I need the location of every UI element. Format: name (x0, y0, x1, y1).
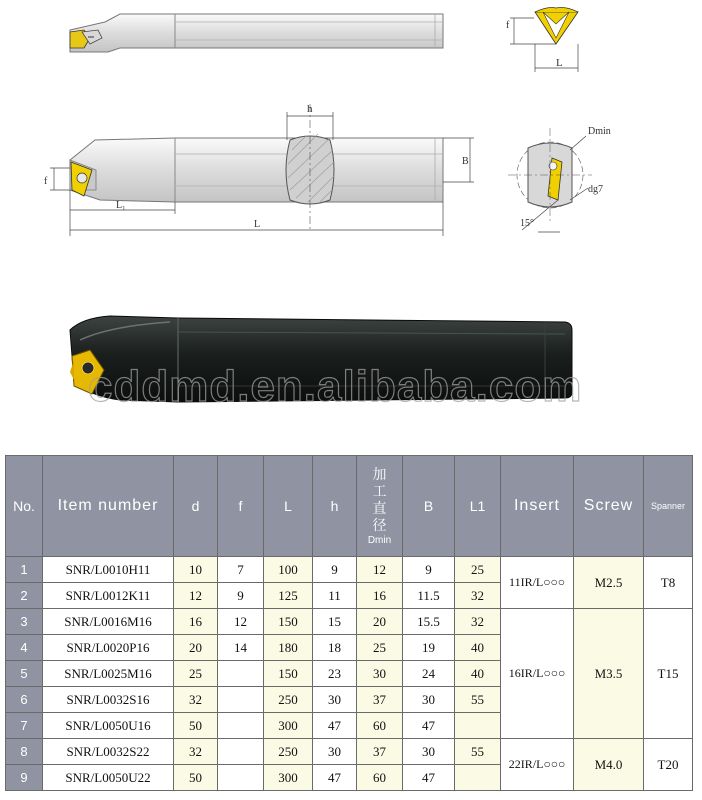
d-cell: 32 (174, 739, 218, 765)
row-number: 1 (6, 557, 43, 583)
item-number-cell: SNR/L0016M16 (43, 609, 174, 635)
row-number: 5 (6, 661, 43, 687)
L-cell: 300 (264, 765, 313, 791)
d-cell: 25 (174, 661, 218, 687)
table-row (6, 557, 693, 583)
h-cell: 23 (313, 661, 357, 687)
side-dim-f-label: f (44, 176, 48, 187)
insert-cell: 16IR/L○○○ (501, 609, 574, 739)
table-row (6, 609, 693, 635)
row-number: 7 (6, 713, 43, 739)
header-screw: Screw (574, 456, 644, 557)
h-cell: 47 (313, 765, 357, 791)
header-spanner: Spanner (644, 456, 693, 557)
insert-detail-drawing (506, 8, 578, 73)
screw-cell: M3.5 (574, 609, 644, 739)
B-cell: 30 (403, 687, 455, 713)
L-cell: 100 (264, 557, 313, 583)
dmin-cell: 12 (357, 557, 403, 583)
h-cell: 11 (313, 583, 357, 609)
end-dim-dg7-label: dg7 (588, 184, 603, 195)
header-f: f (218, 456, 264, 557)
B-cell: 9 (403, 557, 455, 583)
B-cell: 30 (403, 739, 455, 765)
row-number: 6 (6, 687, 43, 713)
item-number-cell: SNR/L0032S22 (43, 739, 174, 765)
dmin-cell: 37 (357, 687, 403, 713)
f-cell (218, 713, 264, 739)
L-cell: 150 (264, 609, 313, 635)
L-cell: 250 (264, 687, 313, 713)
B-cell: 47 (403, 765, 455, 791)
h-cell: 9 (313, 557, 357, 583)
d-cell: 32 (174, 687, 218, 713)
header-L1: L1 (455, 456, 501, 557)
end-view-drawing (508, 126, 611, 232)
row-number: 4 (6, 635, 43, 661)
L1-cell: 40 (455, 635, 501, 661)
insert-cell: 22IR/L○○○ (501, 739, 574, 791)
dmin-cell: 16 (357, 583, 403, 609)
h-cell: 18 (313, 635, 357, 661)
side-view-drawing (44, 103, 474, 236)
top-dim-f-label: f (506, 20, 510, 31)
row-number: 3 (6, 609, 43, 635)
header-dmin-cn-4: 径 (372, 517, 387, 533)
spanner-cell: T8 (644, 557, 693, 609)
L-cell: 250 (264, 739, 313, 765)
f-cell (218, 739, 264, 765)
side-dim-L-label: L (254, 219, 261, 230)
h-cell: 15 (313, 609, 357, 635)
side-dim-h-label: h (307, 103, 313, 115)
header-row (6, 456, 693, 557)
B-cell: 24 (403, 661, 455, 687)
top-dim-L-label: L (556, 57, 563, 69)
row-number: 8 (6, 739, 43, 765)
d-cell: 10 (174, 557, 218, 583)
header-dmin-label: Dmin (367, 535, 392, 546)
L-cell: 180 (264, 635, 313, 661)
f-cell (218, 687, 264, 713)
watermark-text: cddmd.en.alibaba.com (88, 362, 583, 411)
item-number-cell: SNR/L0025M16 (43, 661, 174, 687)
table-row (6, 739, 693, 765)
d-cell: 12 (174, 583, 218, 609)
d-cell: 16 (174, 609, 218, 635)
item-number-cell: SNR/L0032S16 (43, 687, 174, 713)
header-dmin (357, 456, 403, 557)
f-cell: 14 (218, 635, 264, 661)
spanner-cell: T15 (644, 609, 693, 739)
top-view-drawing (70, 14, 443, 52)
dmin-cell: 60 (357, 713, 403, 739)
spanner-cell: T20 (644, 739, 693, 791)
item-number-cell: SNR/L0020P16 (43, 635, 174, 661)
item-number-cell: SNR/L0010H11 (43, 557, 174, 583)
L1-cell: 32 (455, 583, 501, 609)
dmin-cell: 60 (357, 765, 403, 791)
h-cell: 47 (313, 713, 357, 739)
side-dim-B-label: B (462, 156, 469, 167)
L1-cell (455, 765, 501, 791)
dmin-cell: 25 (357, 635, 403, 661)
header-L: L (264, 456, 313, 557)
header-dmin-cn-2: 工 (372, 483, 387, 499)
dmin-cell: 37 (357, 739, 403, 765)
L1-cell: 40 (455, 661, 501, 687)
header-d: d (174, 456, 218, 557)
f-cell: 12 (218, 609, 264, 635)
L1-cell: 55 (455, 739, 501, 765)
dmin-cell: 20 (357, 609, 403, 635)
d-cell: 50 (174, 765, 218, 791)
header-item-number: Item number (43, 456, 174, 557)
B-cell: 11.5 (403, 583, 455, 609)
item-number-cell: SNR/L0050U22 (43, 765, 174, 791)
screw-cell: M4.0 (574, 739, 644, 791)
B-cell: 15.5 (403, 609, 455, 635)
L-cell: 150 (264, 661, 313, 687)
f-cell: 9 (218, 583, 264, 609)
header-no: No. (6, 456, 43, 557)
B-cell: 47 (403, 713, 455, 739)
side-dim-L1-label: L₁ (116, 200, 126, 211)
f-cell (218, 765, 264, 791)
h-cell: 30 (313, 739, 357, 765)
spec-table (5, 455, 693, 791)
d-cell: 50 (174, 713, 218, 739)
h-cell: 30 (313, 687, 357, 713)
L1-cell: 55 (455, 687, 501, 713)
header-h: h (313, 456, 357, 557)
L1-cell: 25 (455, 557, 501, 583)
insert-cell: 11IR/L○○○ (501, 557, 574, 609)
row-number: 2 (6, 583, 43, 609)
header-dmin-cn-3: 直 (372, 500, 387, 516)
header-dmin-cn-1: 加 (372, 466, 387, 482)
f-cell: 7 (218, 557, 264, 583)
f-cell (218, 661, 264, 687)
item-number-cell: SNR/L0050U16 (43, 713, 174, 739)
L-cell: 300 (264, 713, 313, 739)
L-cell: 125 (264, 583, 313, 609)
L1-cell (455, 713, 501, 739)
end-angle-label: 15° (520, 218, 534, 229)
dmin-cell: 30 (357, 661, 403, 687)
header-insert: Insert (501, 456, 574, 557)
screw-cell: M2.5 (574, 557, 644, 609)
item-number-cell: SNR/L0012K11 (43, 583, 174, 609)
d-cell: 20 (174, 635, 218, 661)
end-dim-Dmin-label: Dmin (588, 126, 611, 137)
row-number: 9 (6, 765, 43, 791)
header-B: B (403, 456, 455, 557)
B-cell: 19 (403, 635, 455, 661)
L1-cell: 32 (455, 609, 501, 635)
